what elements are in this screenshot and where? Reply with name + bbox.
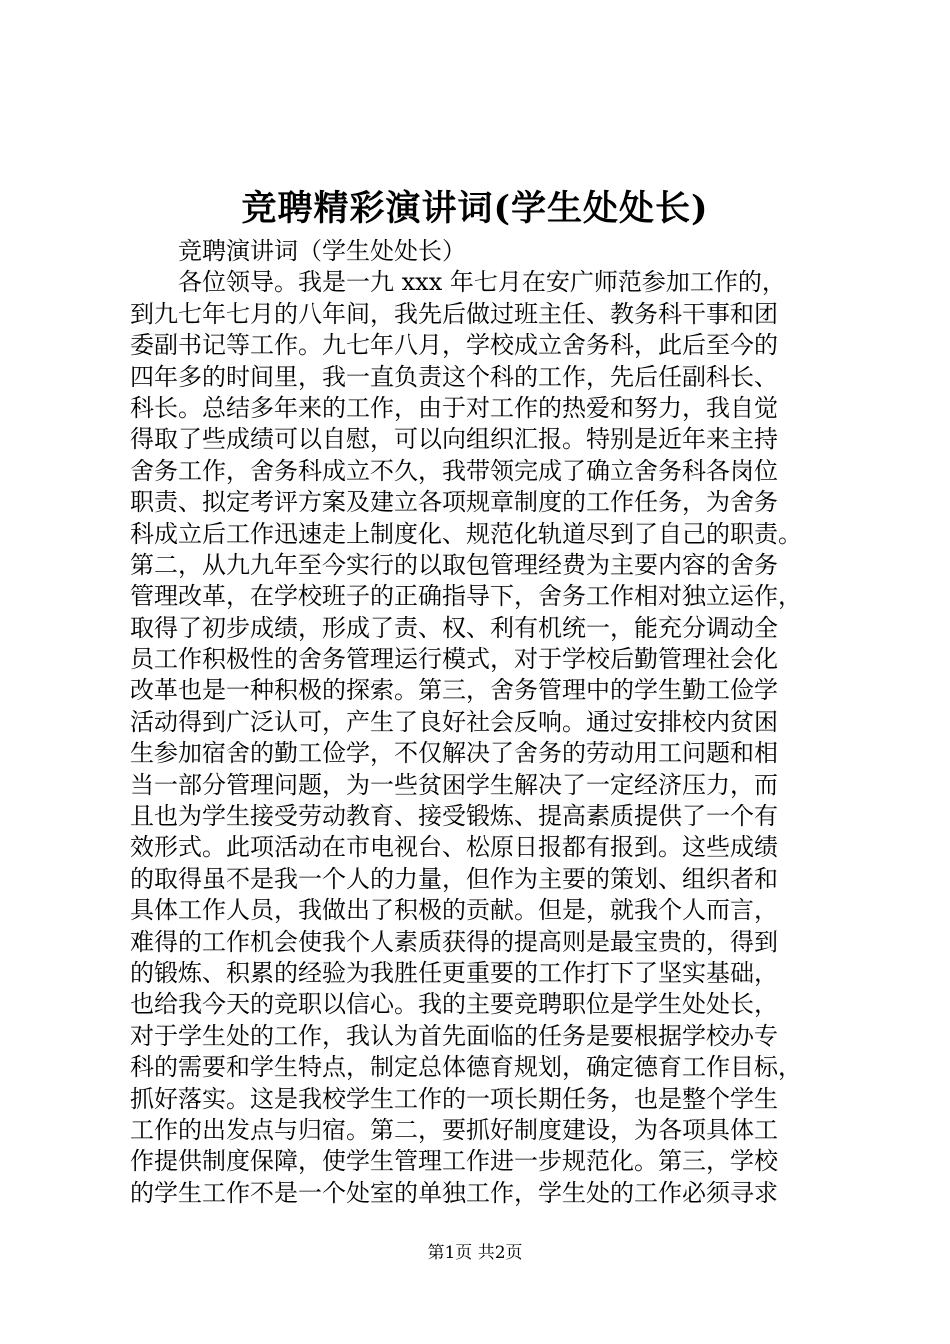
body-line: 员工作积极性的舍务管理运行模式，对于学校后勤管理社会化 [130,645,778,674]
body-line: 得取了些成绩可以自慰，可以向组织汇报。特别是近年来主持 [130,425,778,454]
body-line: 的取得虽不是我一个人的力量，但作为主要的策划、组织者和 [130,864,778,893]
body-line: 科成立后工作迅速走上制度化、规范化轨道尽到了自己的职责。 [130,519,802,548]
body-line: 到九七年七月的八年间，我先后做过班主任、教务科干事和团 [130,299,778,328]
body-line: 难得的工作机会使我个人素质获得的提高则是最宝贵的，得到 [130,927,778,956]
body-line: 也给我今天的竞职以信心。我的主要竞聘职位是学生处处长， [130,990,778,1019]
document-title: 竞聘精彩演讲词(学生处处长) [241,188,709,229]
body-line: 的学生工作不是一个处室的单独工作，学生处的工作必须寻求 [130,1178,778,1207]
body-line: 活动得到广泛认可，产生了良好社会反响。通过安排校内贫困 [130,707,778,736]
body-line: 科的需要和学生特点，制定总体德育规划，确定德育工作目标， [130,1053,802,1082]
body-line: 各位领导。我是一九 xxx 年七月在安广师范参加工作的， [178,268,786,297]
body-line: 科长。总结多年来的工作，由于对工作的热爱和努力，我自觉 [130,393,778,422]
document-body [130,236,836,1209]
page-footer: 第1页 共2页 [427,1243,523,1263]
body-line: 生参加宿舍的勤工俭学，不仅解决了舍务的劳动用工问题和相 [130,739,778,768]
body-line: 作提供制度保障，使学生管理工作进一步规范化。第三，学校 [130,1147,778,1176]
body-line: 具体工作人员，我做出了积极的贡献。但是，就我个人而言， [130,896,778,925]
body-line: 改革也是一种积极的探索。第三，舍务管理中的学生勤工俭学 [130,676,778,705]
body-line: 四年多的时间里，我一直负责这个科的工作，先后任副科长、 [130,362,778,391]
body-line: 舍务工作，舍务科成立不久，我带领完成了确立舍务科各岗位 [130,456,778,485]
body-line: 第二，从九九年至今实行的以取包管理经费为主要内容的舍务 [130,550,778,579]
body-line: 工作的出发点与归宿。第二，要抓好制度建设，为各项具体工 [130,1115,778,1144]
body-line: 管理改革，在学校班子的正确指导下，舍务工作相对独立运作， [130,582,802,611]
body-line: 抓好落实。这是我校学生工作的一项长期任务，也是整个学生 [130,1084,778,1113]
body-line: 对于学生处的工作，我认为首先面临的任务是要根据学校办专 [130,1021,778,1050]
body-line: 职责、拟定考评方案及建立各项规章制度的工作任务，为舍务 [130,488,778,517]
body-line: 当一部分管理问题，为一些贫困学生解决了一定经济压力，而 [130,770,778,799]
body-line: 委副书记等工作。九七年八月，学校成立舍务科，此后至今的 [130,331,778,360]
body-line: 且也为学生接受劳动教育、接受锻炼、提高素质提供了一个有 [130,802,778,831]
body-line: 效形式。此项活动在市电视台、松原日报都有报到。这些成绩 [130,833,778,862]
body-line: 的锻炼、积累的经验为我胜任更重要的工作打下了坚实基础， [130,958,778,987]
body-line: 取得了初步成绩，形成了责、权、利有机统一，能充分调动全 [130,613,778,642]
body-line: 竞聘演讲词（学生处处长） [178,237,466,265]
